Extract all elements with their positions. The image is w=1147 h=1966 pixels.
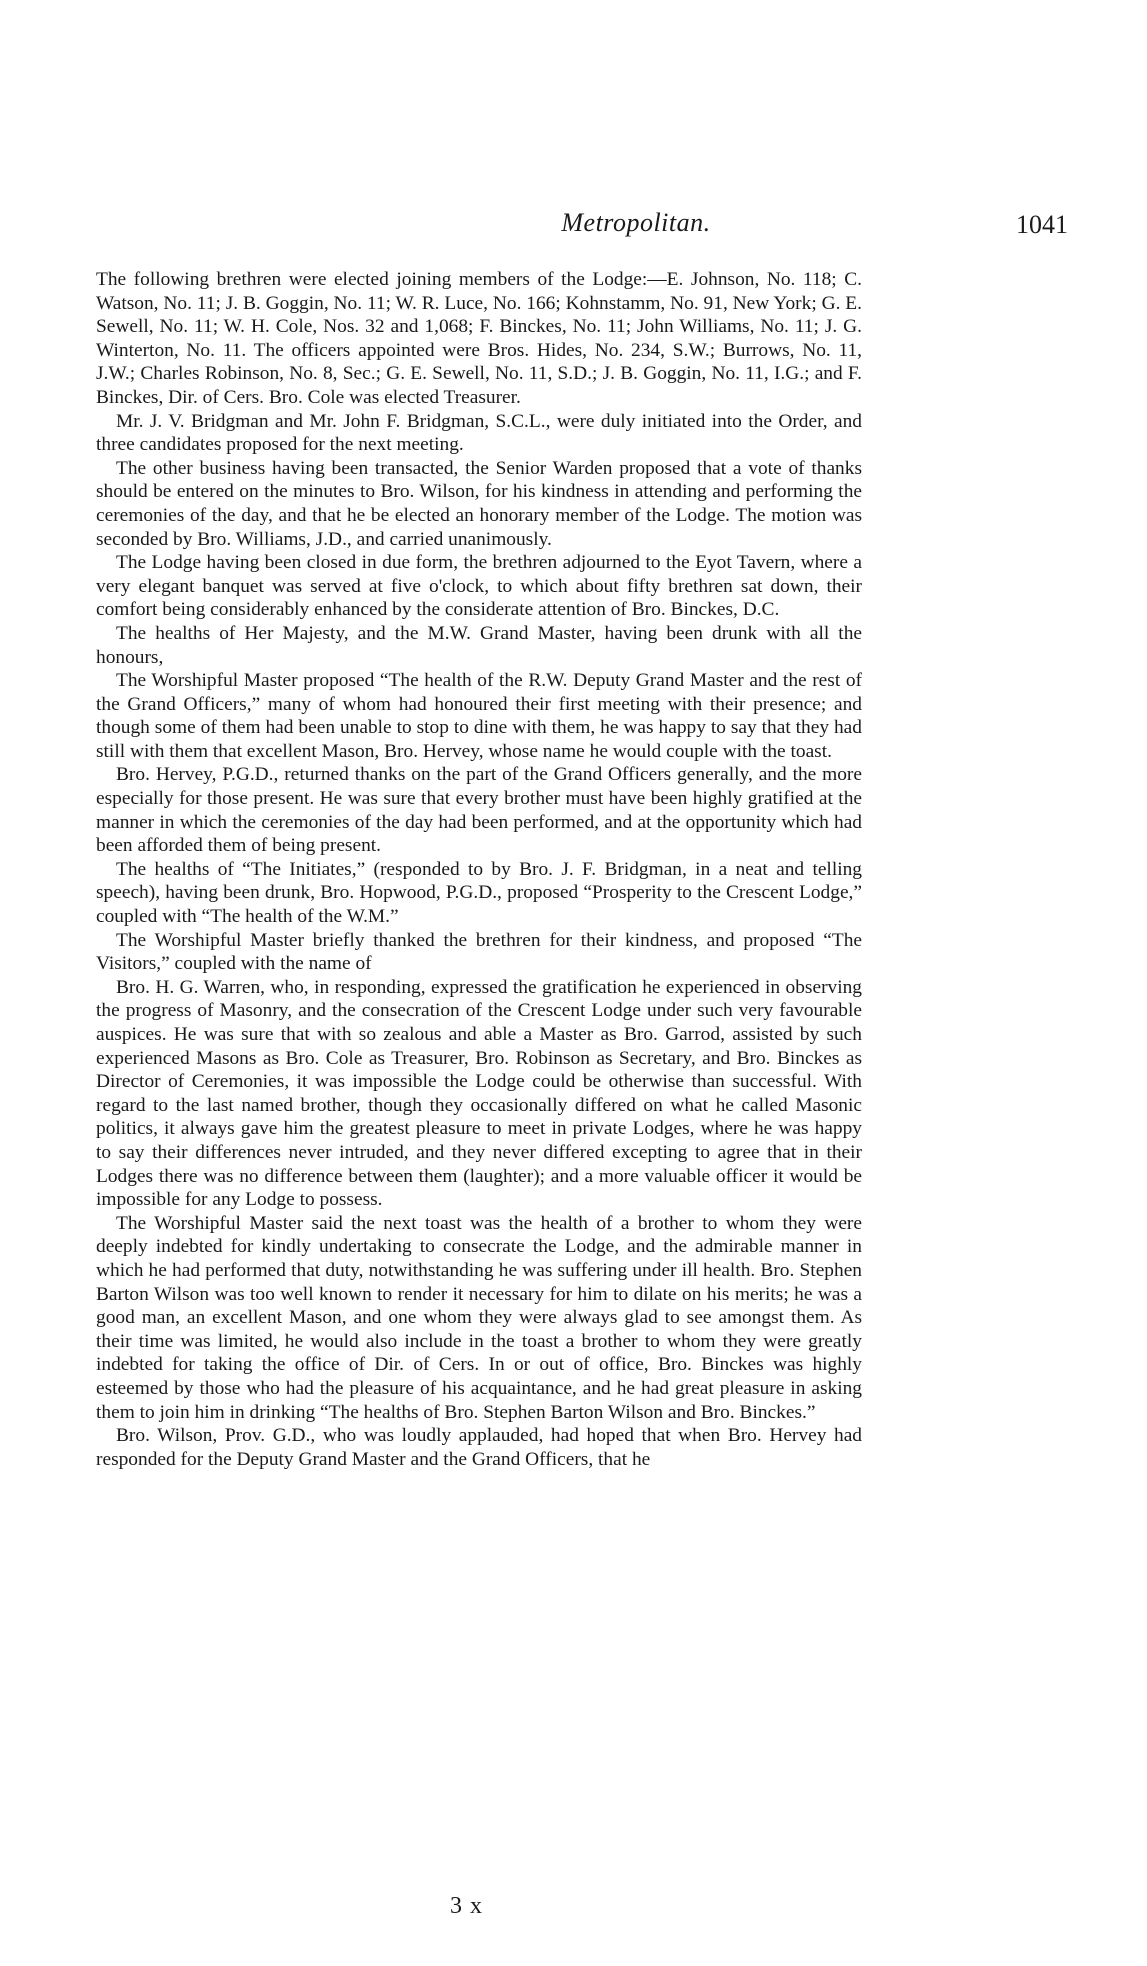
paragraph-hervey-reply: Bro. Hervey, P.G.D., returned thanks on the part of the Grand Officers generally, and the more especially for those present. He was sure that every brother must have been highly gratified at the manner in which the ceremonies of the day had been performed, and at the opportunity which had been afforded them of being present.: [96, 764, 862, 857]
article-body: [96, 268, 862, 1471]
paragraph-warren-reply: Bro. H. G. Warren, who, in responding, expressed the gratification he experienced in observing the progress of Masonry, and the consecration of the Crescent Lodge under such very favourable auspices. He was sure that with so zealous and able a Master as Bro. Garrod, assisted by such experienced Masons as Bro. Cole as Treasurer, Bro. Robinson as Secretary, and Bro. Binckes as Director of Ceremonies, it was impossible the Lodge could be otherwise than successful. With regard to the last named brother, though they occasionally differed on what he called Masonic politics, it always gave him the greatest pleasure to meet in private Lodges, where he was happy to say their differences never intruded, and they never differed excepting to agree that in their Lodges there was no difference between them (laughter); and a more valuable officer it would be impossible for any Lodge to possess.: [96, 976, 862, 1211]
running-title: Metropolitan.: [561, 208, 711, 237]
paragraph-loyal-toasts: The healths of Her Majesty, and the M.W. Grand Master, having been drunk with all the honours,: [96, 622, 862, 668]
paragraph-vote-of-thanks: The other business having been transacted, the Senior Warden proposed that a vote of thanks should be entered on the minutes to Bro. Wilson, for his kindness in attending and performing the ceremonies of the day, and that he be elected an honorary member of the Lodge. The motion was seconded by Bro. Williams, J.D., and carried unanimously.: [96, 457, 862, 550]
page-number: 1041: [1016, 210, 1068, 239]
paragraph-wilson-binckes-toast: The Worshipful Master said the next toast was the health of a brother to whom they were deeply indebted for kindly undertaking to consecrate the Lodge, and the admirable manner in which he had performed that duty, notwithstanding he was suffering under ill health. Bro. Stephen Barton Wilson was too well known to render it necessary for him to dilate on his merits; he was a good man, an excellent Mason, and one whom they were always glad to see amongst them. As their time was limited, he would also include in the toast a brother to whom they were greatly indebted for taking the office of Dir. of Cers. In or out of office, Bro. Binckes was highly esteemed by those who had the pleasure of his acquaintance, and he had great pleasure in asking them to join him in drinking “The healths of Bro. Stephen Barton Wilson and Bro. Binckes.”: [96, 1212, 862, 1423]
paragraph-wilson-reply: Bro. Wilson, Prov. G.D., who was loudly applauded, had hoped that when Bro. Hervey had responded for the Deputy Grand Master and the Grand Officers, that he: [96, 1425, 862, 1470]
paragraph-banquet: The Lodge having been closed in due form, the brethren adjourned to the Eyot Tavern, where a very elegant banquet was served at five o'clock, to which about fifty brethren sat down, their comfort being considerably enhanced by the considerate attention of Bro. Binckes, D.C.: [96, 552, 862, 621]
paragraph-initiation: Mr. J. V. Bridgman and Mr. John F. Bridgman, S.C.L., were duly initiated into the Order, and three candidates proposed for the next meeting.: [96, 410, 862, 456]
paragraph-grand-officers-toast: The Worshipful Master proposed “The health of the R.W. Deputy Grand Master and the rest of the Grand Officers,” many of whom had honoured their first meeting with their presence; and though some of them had been unable to stop to dine with them, he was happy to say that they had still with them that excellent Mason, Bro. Hervey, whose name he would couple with the toast.: [96, 670, 862, 762]
paragraph-initiates-toast: The healths of “The Initiates,” (responded to by Bro. J. F. Bridgman, in a neat and telling speech), having been drunk, Bro. Hopwood, P.G.D., proposed “Prosperity to the Crescent Lodge,” coupled with “The health of the W.M.”: [96, 858, 862, 928]
running-head: [96, 206, 1147, 246]
signature-mark: 3 x: [450, 1893, 483, 1919]
paragraph-visitors-toast: The Worshipful Master briefly thanked the brethren for their kindness, and proposed “The Visitors,” coupled with the name of: [96, 929, 862, 975]
paragraph-joining-members: The following brethren were elected joining members of the Lodge:—E. Johnson, No. 118; C. Watson, No. 11; J. B. Goggin, No. 11; W. R. Luce, No. 166; Kohnstamm, No. 91, New York; G. E. Sewell, No. 11; W. H. Cole, Nos. 32 and 1,068; F. Binckes, No. 11; John Williams, No. 11; J. G. Winterton, No. 11. The officers appointed were Bros. Hides, No. 234, S.W.; Burrows, No. 11, J.W.; Charles Robinson, No. 8, Sec.; G. E. Sewell, No. 11, S.D.; J. B. Goggin, No. 11, I.G.; and F. Binckes, Dir. of Cers. Bro. Cole was elected Treasurer.: [96, 269, 862, 408]
